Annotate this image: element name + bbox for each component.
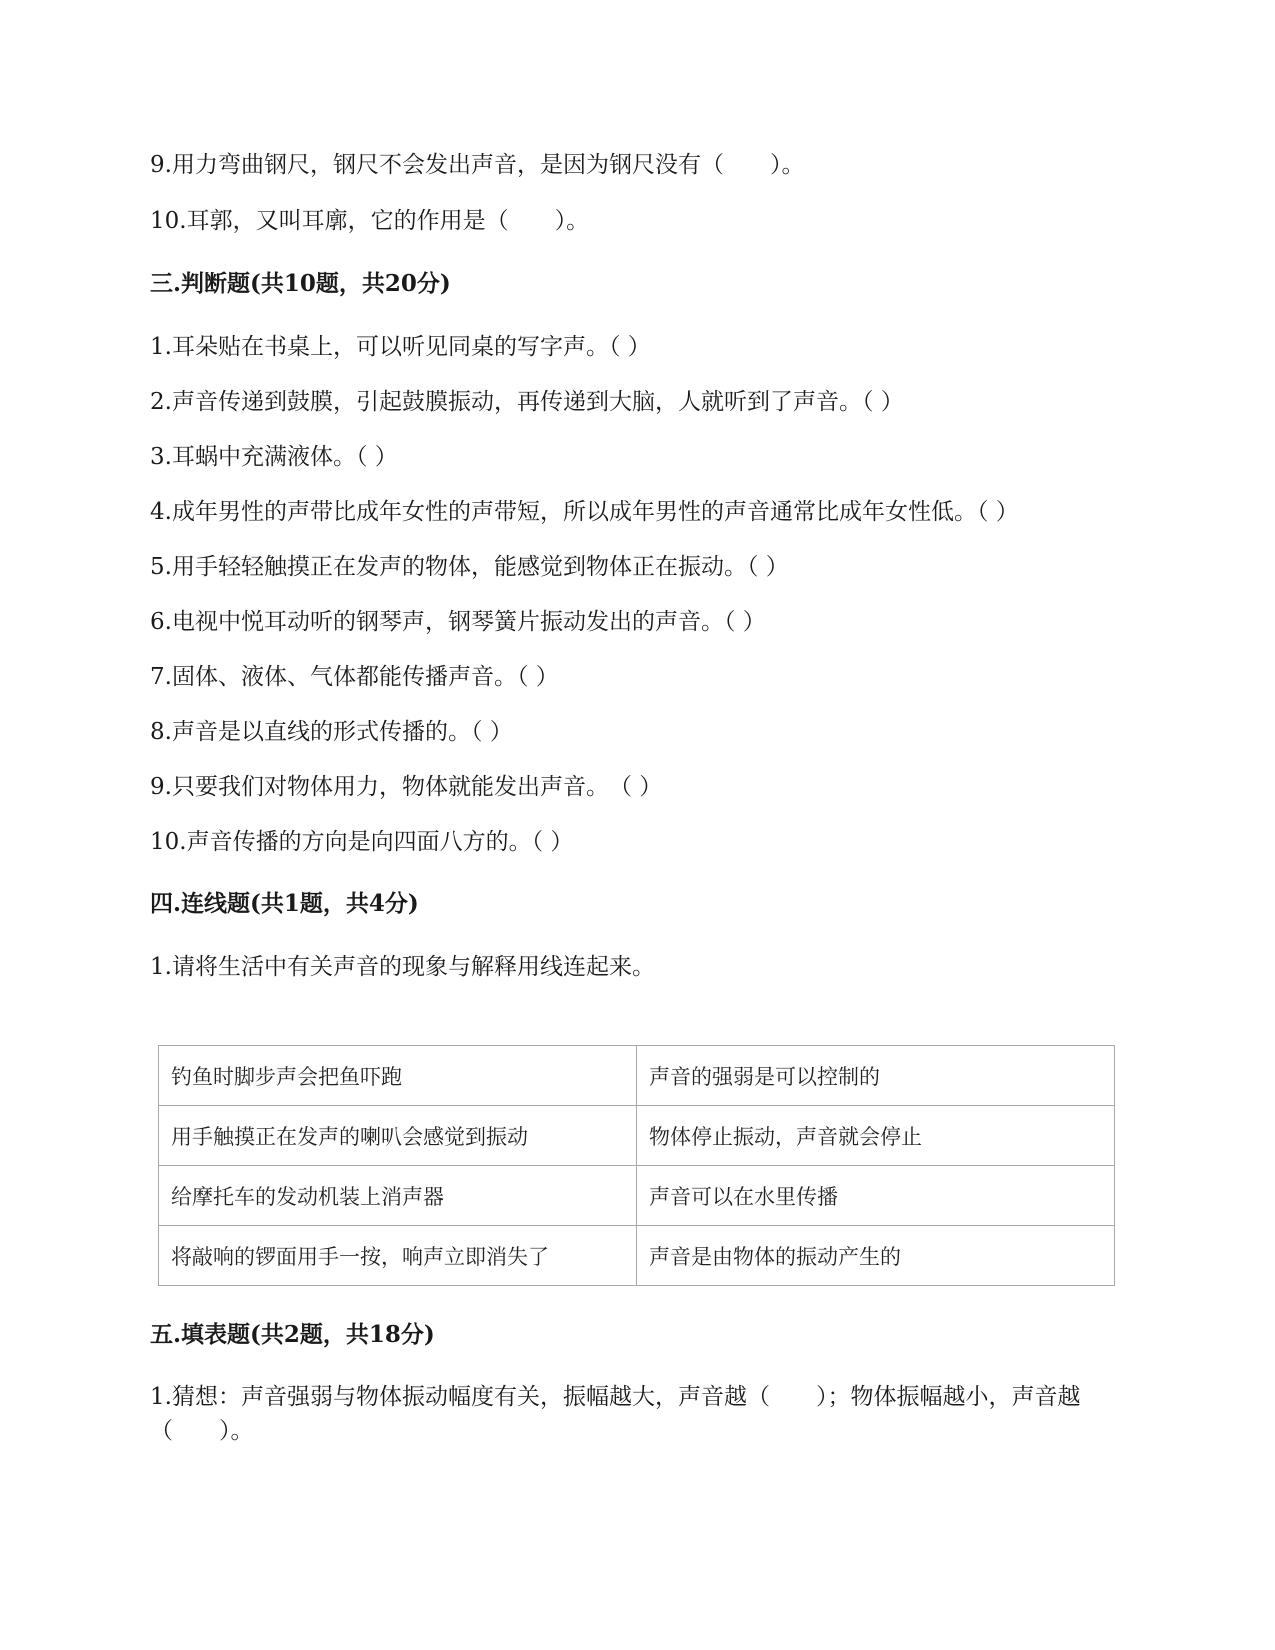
section-heading: 四.连线题(共1题，共4分): [150, 890, 419, 917]
explanation-cell: 声音的强弱是可以控制的: [637, 1046, 1115, 1106]
question-text: 8.声音是以直线的形式传播的。（ ）: [150, 719, 513, 745]
phenomenon-cell: 给摩托车的发动机装上消声器: [159, 1166, 637, 1226]
table-row: [159, 1106, 1115, 1166]
question-text: 1.请将生活中有关声音的现象与解释用线连起来。: [150, 954, 655, 980]
explanation-cell: 声音是由物体的振动产生的: [637, 1226, 1115, 1286]
phenomenon-cell: 用手触摸正在发声的喇叭会感觉到振动: [159, 1106, 637, 1166]
question-text: 9.只要我们对物体用力，物体就能发出声音。 （ ）: [150, 774, 663, 800]
table-row: [159, 1046, 1115, 1106]
explanation-cell: 物体停止振动，声音就会停止: [637, 1106, 1115, 1166]
question-text: 10.声音传播的方向是向四面八方的。（ ）: [150, 829, 574, 855]
question-text: 1.猜想：声音强弱与物体振动幅度有关，振幅越大，声音越（ ）；物体振幅越小，声音越（ ）。: [150, 1384, 1081, 1444]
question-text: 2.声音传递到鼓膜，引起鼓膜振动，再传递到大脑，人就听到了声音。（ ）: [150, 389, 904, 415]
section-heading: 三.判断题(共10题，共20分): [150, 270, 451, 297]
phenomenon-cell: 将敲响的锣面用手一按，响声立即消失了: [159, 1226, 637, 1286]
question-text: 5.用手轻轻触摸正在发声的物体，能感觉到物体正在振动。（ ）: [150, 554, 789, 580]
question-text: 7.固体、液体、气体都能传播声音。（ ）: [150, 664, 559, 690]
explanation-cell: 声音可以在水里传播: [637, 1166, 1115, 1226]
phenomenon-cell: 钓鱼时脚步声会把鱼吓跑: [159, 1046, 637, 1106]
question-text: 9.用力弯曲钢尺，钢尺不会发出声音，是因为钢尺没有（ ）。: [150, 152, 805, 178]
matching-table: [158, 1045, 1115, 1286]
question-text: 3.耳蜗中充满液体。（ ）: [150, 444, 398, 470]
section-heading: 五.填表题(共2题，共18分): [150, 1321, 435, 1348]
question-text: 6.电视中悦耳动听的钢琴声，钢琴簧片振动发出的声音。（ ）: [150, 609, 766, 635]
table-row: [159, 1166, 1115, 1226]
question-text: 4.成年男性的声带比成年女性的声带短，所以成年男性的声音通常比成年女性低。（ ）: [150, 499, 1019, 525]
question-text: 1.耳朵贴在书桌上，可以听见同桌的写字声。（ ）: [150, 334, 651, 360]
question-text: 10.耳郭，又叫耳廓，它的作用是（ ）。: [150, 208, 590, 234]
table-row: [159, 1226, 1115, 1286]
